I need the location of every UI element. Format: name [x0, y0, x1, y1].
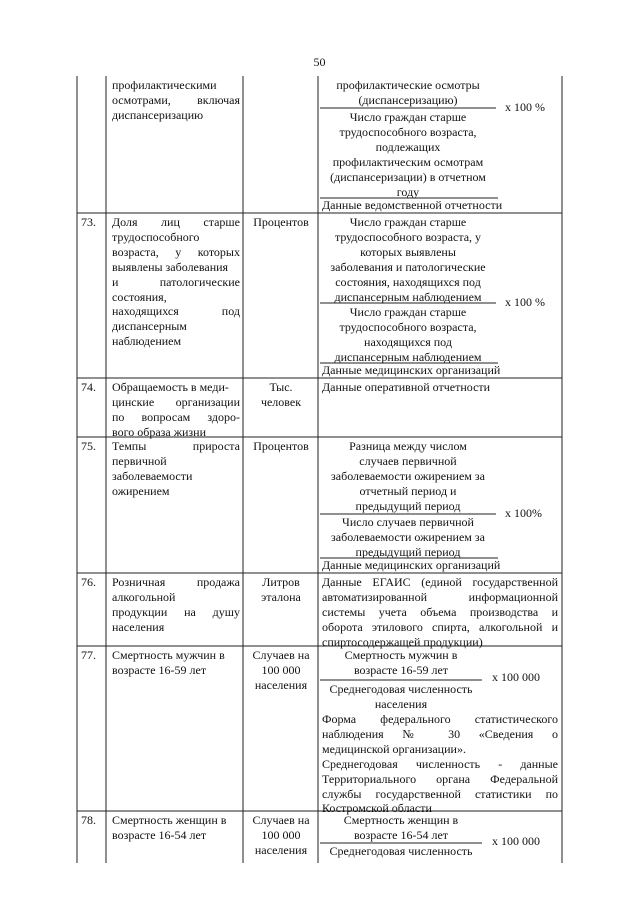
denominator-line: Число граждан старше: [349, 305, 467, 319]
indicator-line: находящихся под: [112, 304, 240, 319]
numerator-line: возрасте 16-59 лет: [353, 662, 449, 677]
indicator-line: трудоспособного: [112, 229, 200, 244]
indicator-line: и патологические: [112, 274, 240, 289]
unit-line: Литров: [262, 575, 300, 589]
numerator-line: состояния, находящихся под: [335, 274, 481, 289]
unit-line: Случаев на: [252, 648, 310, 662]
unit-line: Случаев на: [252, 813, 310, 827]
denominator-line: трудоспособного возраста,: [339, 319, 477, 334]
denominator-line: Число граждан старше: [349, 110, 467, 124]
source-line: медицинской организации».: [322, 741, 466, 756]
unit-line: населения: [254, 842, 308, 857]
denominator-line: населения: [374, 696, 428, 711]
indicator-line: продукции на душу: [112, 604, 240, 619]
source-line: спиртосодержащей продукции): [322, 634, 483, 649]
indicator-cell: [112, 439, 240, 499]
source-line: Среднегодовая численность - данные: [322, 756, 558, 771]
unit-cell: [245, 215, 317, 230]
denominator-line: профилактическим осмотрам: [332, 154, 484, 169]
numerator-line: заболевания и патологические: [330, 259, 486, 274]
indicator-line: заболеваемости: [112, 468, 193, 483]
source: Данные ведомственной отчетности: [322, 198, 503, 212]
unit-cell: [245, 648, 317, 693]
numerator-line: Число граждан старше: [349, 215, 467, 229]
indicator-line: возраста, у которых: [112, 244, 240, 259]
multiplier: х 100 000: [492, 670, 540, 684]
row-number: 77.: [81, 648, 96, 662]
denominator-line: году: [396, 184, 420, 199]
denominator: [320, 305, 496, 365]
unit-cell: [245, 575, 317, 605]
indicator-cell: [112, 215, 240, 349]
source-line: автоматизированной информационной: [322, 589, 558, 604]
denominator-line: заболеваемости ожирением за: [331, 529, 485, 544]
indicator-line: Обращаемость в меди-: [112, 380, 229, 394]
numerator-line: заболеваемости ожирением за: [331, 468, 485, 483]
row-number: 78.: [81, 813, 96, 827]
indicator-line: по вопросам здоро-: [112, 409, 240, 424]
numerator-line: предыдущий период: [355, 498, 461, 513]
denominator-line: предыдущий период: [355, 544, 461, 559]
indicator-line: наблюдением: [112, 334, 182, 349]
multiplier: х 100 %: [505, 100, 545, 114]
numerator-line: Смертность женщин в: [343, 813, 459, 827]
denominator: [320, 844, 482, 859]
denominator-line: Среднегодовая численность: [329, 844, 473, 858]
source-line: Костромской области: [322, 801, 432, 816]
numerator: [320, 439, 496, 514]
indicator-line: алкогольной: [112, 589, 176, 604]
source: Данные оперативной отчетности: [322, 380, 491, 394]
source: Данные медицинских организаций: [322, 363, 501, 377]
indicator-line: диспансеризацию: [112, 107, 204, 122]
indicator-cell: [112, 78, 240, 123]
indicator-line: населения: [112, 619, 165, 634]
numerator-line: диспансерным наблюдением: [334, 289, 482, 304]
multiplier: х 100 000: [492, 834, 540, 848]
source: Данные медицинских организаций: [322, 558, 501, 572]
source-line: Данные ЕГАИС (единой государственной: [322, 575, 558, 589]
denominator: [320, 682, 482, 712]
unit-line: 100 000: [261, 827, 301, 842]
denominator: [320, 110, 496, 199]
denominator-line: трудоспособного возраста,: [339, 124, 477, 139]
row-number: 74.: [81, 380, 96, 394]
numerator-line: (диспансеризацию): [358, 92, 458, 107]
indicator-line: первичной: [112, 453, 167, 468]
row-number: 76.: [81, 575, 96, 589]
unit-cell: [245, 380, 317, 410]
indicator-line: Темпы прироста: [112, 439, 240, 453]
row-number: 75.: [81, 439, 96, 453]
indicator-line: возрасте 16-54 лет: [112, 827, 207, 842]
denominator-line: Среднегодовая численность: [329, 682, 473, 696]
numerator: [320, 648, 482, 678]
indicator-line: диспансерным: [112, 319, 187, 334]
source-line: Форма федерального статистического: [322, 712, 558, 726]
indicator-line: возрасте 16-59 лет: [112, 662, 207, 677]
unit-line: Процентов: [253, 215, 309, 229]
denominator-line: Число случаев первичной: [342, 515, 474, 529]
indicator-line: вого образа жизни: [112, 424, 207, 439]
indicator-line: осмотрами, включая: [112, 92, 240, 107]
numerator-line: Смертность мужчин в: [344, 648, 458, 662]
source-line: оборота этилового спирта, алкогольной и: [322, 619, 558, 634]
indicator-line: профилактическими: [112, 78, 217, 92]
numerator: [320, 215, 496, 304]
row-number: 73.: [81, 215, 96, 229]
numerator-line: случаев первичной: [359, 453, 457, 468]
unit-line: 100 000: [261, 662, 301, 677]
indicator-line: ожирением: [112, 483, 170, 498]
multiplier: х 100%: [505, 506, 542, 520]
multiplier: х 100 %: [505, 295, 545, 309]
numerator: [320, 78, 496, 108]
unit-cell: [245, 813, 317, 858]
unit-cell: [245, 439, 317, 454]
numerator-line: профилактические осмотры: [336, 78, 480, 92]
indicator-line: Доля лиц старше: [112, 215, 240, 229]
indicator-line: Смертность мужчин в: [112, 648, 225, 662]
unit-line: человек: [260, 394, 302, 409]
numerator: [320, 813, 482, 843]
numerator-line: которых выявлены: [360, 244, 456, 259]
numerator-line: отчетный период и: [359, 483, 457, 498]
indicator-cell: [112, 380, 240, 440]
indicator-cell: [112, 575, 240, 635]
unit-line: Процентов: [253, 439, 309, 453]
numerator-line: трудоспособного возраста, у: [334, 229, 482, 244]
indicator-line: цинские организации: [112, 394, 240, 409]
source-line: наблюдения № 30 «Сведения о: [322, 726, 558, 741]
source-line: системы учета объема производства и: [322, 604, 558, 619]
denominator-line: подлежащих: [375, 139, 441, 154]
numerator-line: Разница между числом: [349, 439, 467, 453]
indicator-line: Смертность женщин в: [112, 813, 227, 827]
unit-line: эталона: [261, 589, 301, 604]
unit-line: населения: [254, 677, 308, 692]
source: [322, 575, 558, 650]
denominator-line: (диспансеризации) в отчетном: [330, 169, 486, 184]
indicator-line: состояния,: [112, 289, 167, 304]
page-number: 50: [313, 55, 326, 69]
indicator-line: выявлены заболевания: [112, 259, 229, 274]
source-line: Территориального органа Федеральной: [322, 771, 558, 786]
indicator-cell: [112, 648, 240, 678]
denominator-line: находящихся под: [364, 334, 452, 349]
indicator-cell: [112, 813, 240, 843]
denominator-line: диспансерным наблюдением: [334, 349, 482, 364]
denominator: [320, 515, 496, 560]
source-line: службы государственной статистики по: [322, 786, 558, 801]
unit-line: Тыс.: [269, 380, 293, 394]
indicator-line: Розничная продажа: [112, 575, 240, 589]
numerator-line: возрасте 16-54 лет: [353, 827, 449, 842]
source: [322, 712, 558, 816]
